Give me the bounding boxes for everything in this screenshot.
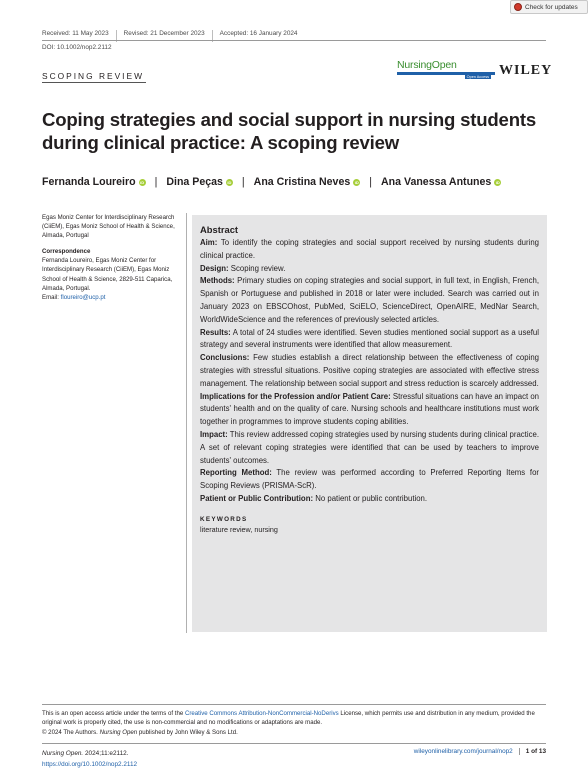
- received-date: Received: 11 May 2023: [42, 30, 117, 42]
- check-for-updates-button[interactable]: [510, 0, 588, 14]
- author-ana-vanessa-antunes[interactable]: [381, 176, 501, 188]
- abstract-reporting-method: [200, 467, 539, 493]
- header-doi: DOI: 10.1002/nop2.2112: [42, 44, 112, 51]
- wiley-logo[interactable]: WILEY: [499, 63, 553, 78]
- article-type-label: SCOPING REVIEW: [42, 71, 144, 81]
- abstract-aim: [200, 237, 539, 263]
- copyright-prefix: © 2024 The Authors.: [42, 728, 98, 736]
- license-notice: [42, 709, 547, 737]
- footer-citation: [42, 748, 137, 770]
- abstract-section-label: Design:: [200, 263, 229, 273]
- abstract-section-text: The review was performed according to Preferred Reporting Items for Scoping Reviews (PRISMA-ScR).: [200, 468, 539, 491]
- footer-volume: 2024;11:e2112.: [85, 750, 129, 757]
- author-fernanda-loureiro[interactable]: [42, 176, 146, 188]
- license-suffix: License, which permits use and distribution in any medium, provided the original work is properly cited, the use is non-commercial and no modifications or adaptations are made.: [42, 710, 535, 727]
- abstract-section-label: Results:: [200, 327, 231, 337]
- abstract-section-label: Conclusions:: [200, 353, 250, 363]
- article-type-rule: [42, 82, 146, 83]
- abstract-implications: [200, 391, 539, 429]
- author-name: Dina Peças: [166, 176, 223, 188]
- article-title: Coping strategies and social support in nursing students during clinical practice: A scoping review: [42, 109, 536, 153]
- author-name: Ana Cristina Neves: [253, 176, 351, 188]
- author-separator: |: [154, 176, 158, 188]
- footer-citation-line: [42, 748, 137, 759]
- correspondence-heading: Correspondence: [42, 248, 91, 256]
- keywords-heading: KEYWORDS: [200, 515, 248, 523]
- footer-doi-link[interactable]: https://doi.org/10.1002/nop2.2112: [42, 761, 138, 768]
- abstract-section-text: No patient or public contribution.: [315, 493, 428, 503]
- footer-right: [414, 748, 546, 755]
- abstract-design: [200, 263, 539, 276]
- orcid-icon[interactable]: iD: [495, 179, 500, 185]
- affiliation-column: [42, 213, 176, 302]
- orcid-icon[interactable]: iD: [140, 179, 145, 185]
- email-link[interactable]: floureiro@ucp.pt: [60, 293, 106, 301]
- abstract-heading: Abstract: [200, 224, 239, 235]
- author-separator: |: [241, 176, 245, 188]
- correspondence-email: [42, 293, 176, 302]
- copyright-suffix: published by John Wiley & Sons Ltd.: [138, 728, 238, 736]
- abstract-section-label: Reporting Method:: [200, 468, 272, 478]
- abstract-section-label: Implications for the Profession and/or Patient Care:: [200, 391, 391, 401]
- footer-journal: Nursing Open.: [42, 750, 84, 757]
- footer-rule: [42, 743, 546, 744]
- license-rule: [42, 704, 546, 705]
- crossmark-icon: [514, 3, 522, 11]
- nursing-open-logo-text: NursingOpen: [397, 59, 457, 71]
- column-divider: [186, 213, 187, 633]
- author-list: [42, 176, 558, 188]
- author-name: Ana Vanessa Antunes: [381, 176, 492, 188]
- abstract-section-label: Patient or Public Contribution:: [200, 493, 314, 503]
- abstract-impact: [200, 429, 539, 467]
- abstract-section-label: Impact:: [200, 429, 228, 439]
- abstract-results: [200, 327, 539, 353]
- abstract-section-text: Scoping review.: [230, 263, 286, 273]
- nursing-open-logo[interactable]: [397, 59, 495, 79]
- abstract-section-text: Stressful situations can have an impact on students' health and on the quality of care. Nursing schools and healthcare institutions must work together in programmes to improve students coping abilities.: [200, 391, 540, 427]
- affiliation-text: Egas Moniz Center for Interdisciplinary Research (CiiEM), Egas Moniz School of Health & Science, Almada, Portugal: [42, 214, 175, 240]
- cc-license-link[interactable]: Creative Commons Attribution-NonCommercial-NoDerivs: [184, 710, 339, 717]
- abstract-section-text: To identify the coping strategies and social support received by nursing students during clinical practice.: [200, 238, 539, 260]
- abstract-section-label: Methods:: [200, 276, 235, 286]
- abstract-section-text: Primary studies on coping strategies and social support, in full text, in English, French, Spanish or Portuguese and published in 2018 or later were included. Search was carried out in January 2023 on EBSCOhost, PubMed, SciELO, ScienceDirect, OpenAIRE, MedNar Search, WorldWideScience and the references of previously selected articles.: [200, 276, 539, 324]
- header-rule: [42, 40, 546, 41]
- abstract-public-contribution: [200, 493, 539, 506]
- open-access-badge: Open Access: [466, 75, 489, 79]
- journal-site-link[interactable]: wileyonlinelibrary.com/journal/nop2: [413, 748, 513, 755]
- revised-date: Revised: 21 December 2023: [124, 30, 213, 42]
- page-number: 1 of 13: [519, 748, 546, 755]
- email-label: Email:: [42, 293, 59, 301]
- author-dina-pecas[interactable]: [166, 176, 233, 188]
- orcid-icon[interactable]: iD: [227, 179, 232, 185]
- abstract-section-label: Aim:: [200, 238, 218, 247]
- abstract-conclusions: [200, 352, 539, 390]
- author-ana-cristina-neves[interactable]: [254, 176, 361, 188]
- abstract-methods: [200, 275, 539, 326]
- copyright-journal: Nursing Open: [99, 728, 138, 736]
- correspondence-text: Fernanda Loureiro, Egas Moniz Center for Interdisciplinary Research (CiiEM), Egas Moniz School of Health & Science, 2829-511 Caparica, Almada, Portugal.: [42, 257, 173, 292]
- license-prefix: This is an open access article under the terms of the: [42, 710, 184, 717]
- orcid-icon[interactable]: iD: [354, 179, 359, 185]
- abstract-section-text: Few studies establish a direct relationship between the effectiveness of coping strategies with stressful situations. Positive coping strategies are associated with effective stress management. The relationship between social support and stress reduction is scarcely addressed.: [200, 353, 539, 388]
- abstract-section-text: This review addressed coping strategies used by nursing students during clinical practice. A set of relevant coping strategies were identified that can be used by teachers to improve students' outcomes.: [200, 429, 539, 465]
- nursing-open-logo-bar: [397, 72, 495, 79]
- accepted-date: Accepted: 16 January 2024: [219, 30, 298, 37]
- abstract-section-text: A total of 24 studies were identified. Seven studies mentioned social support as a useful strategy and several instruments were identified that allow measurement.: [200, 327, 539, 350]
- keywords-list: literature review, nursing: [200, 524, 278, 534]
- author-separator: |: [369, 176, 372, 188]
- abstract-box: [192, 215, 547, 632]
- author-name: Fernanda Loureiro: [42, 176, 136, 188]
- check-for-updates-label: Check for updates: [525, 3, 578, 11]
